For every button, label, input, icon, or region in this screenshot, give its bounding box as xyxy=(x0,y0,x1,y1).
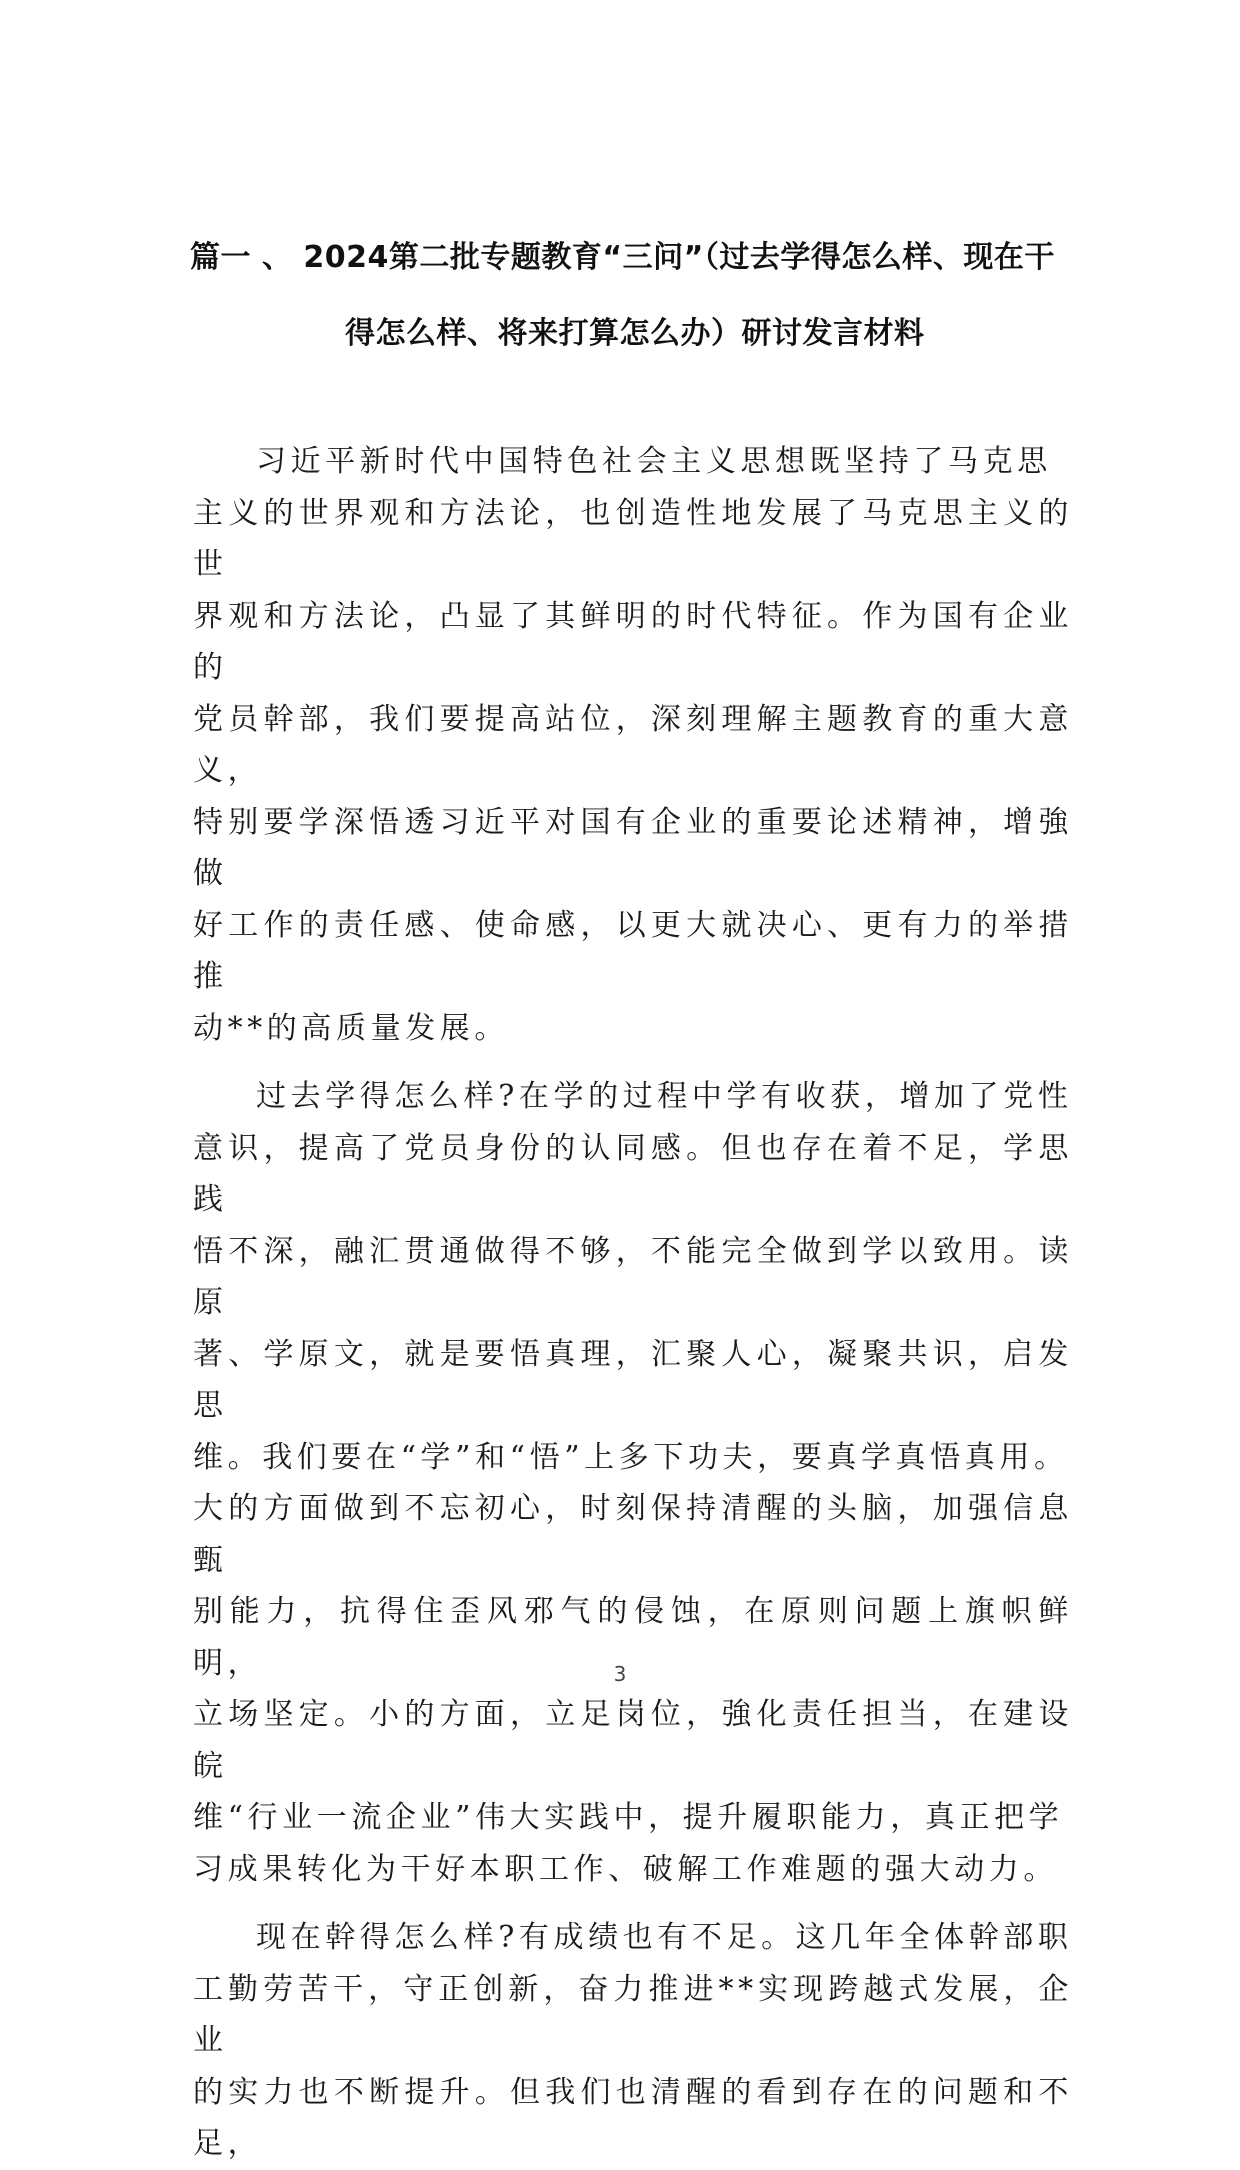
paragraph-3: 现在幹得怎么样?有成绩也有不足。这几年全体幹部职 工勤劳苦干，守正创新，奋力推进**实现跨越式发展，企业 的实力也不断提升。但我们也清醒的看到存在的问题和不足， xyxy=(193,1920,1073,2161)
document-body xyxy=(193,436,1073,2170)
paragraph-1: 习近平新时代中国特色社会主义思想既坚持了马克思 主义的世界观和方法论，也创造性地发展了马克思主义的世 界观和方法论，凸显了其鲜明的时代特征。作为国有企业的 党员幹部，我们要提高站位，深刻理解主题教育的重大意义， 特别要学深悟透习近平对国有企业的重要论述精神，增強做 好工作的责任感、使命感，以更大就决心、更有力的举措推 动**的高质量发展。 xyxy=(193,444,1073,1046)
document-title-line-1: 篇一 、 2024第二批专题教育“三问”（过去学得怎么样、现在干 xyxy=(190,240,1055,275)
page-number: 3 xyxy=(613,1662,627,1686)
paragraph-2: 过去学得怎么样?在学的过程中学有收获，增加了党性 意识，提高了党员身份的认同感。但也存在着不足，学思践 悟不深，融汇贯通做得不够，不能完全做到学以致用。读原 著、学原文，就是要悟真理，汇聚人心，凝聚共识，启发思 维。我们要在“学”和“悟”上多下功夫，要真学真悟真用。 大的方面做到不忘初心，时刻保持清醒的头脑，加强信息甄 别能力，抗得住歪风邪气的侵蚀，在原则问题上旗帜鲜明， 立场坚定。小的方面，立足岗位，強化责任担当，在建设皖 维“行业一流企业”伟大实践中，提升履职能力，真正把学 习成果转化为干好本职工作、破解工作难题的强大动力。 xyxy=(193,1079,1073,1887)
document-title-line-2: 得怎么样、将来打算怎么办）研讨发言材料 xyxy=(345,316,925,351)
